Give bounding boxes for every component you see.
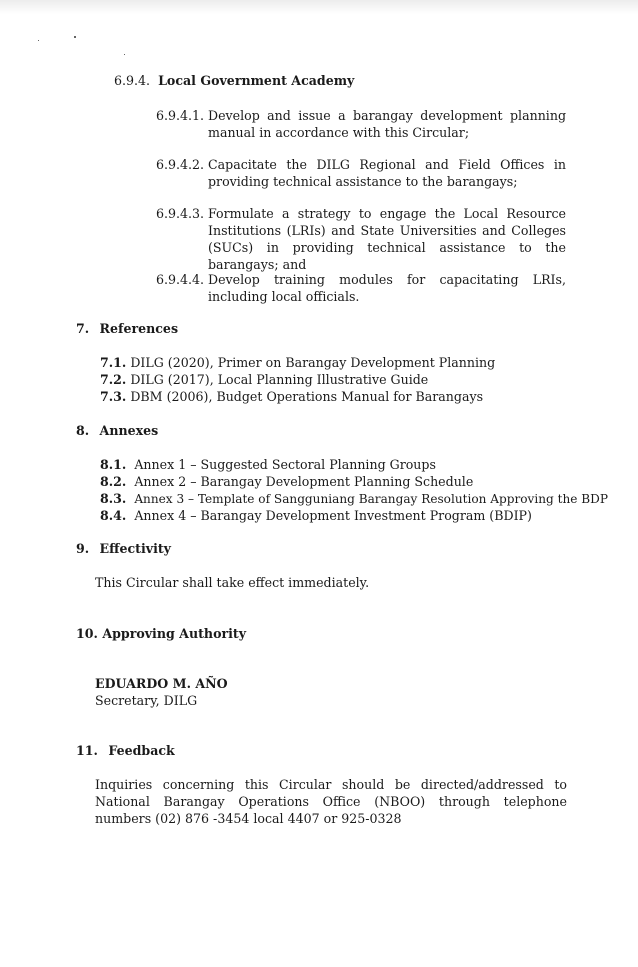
feedback-text: Inquiries concerning this Circular should be directed/addressed to National Barangay Operations Office (NBOO) through telephone numbers (02) 876 -3454 local 4407 or 925-0328 bbox=[95, 777, 567, 826]
item-number: 8.4. bbox=[100, 508, 127, 523]
item-text: DBM (2006), Budget Operations Manual for Barangays bbox=[130, 389, 484, 404]
item-number: 6.9.4.4. bbox=[156, 272, 205, 287]
item-text: Annex 4 – Barangay Development Investment Program (BDIP) bbox=[134, 508, 532, 523]
section-number: 7. bbox=[76, 321, 90, 336]
item-text: Annex 3 – Template of Sangguniang Barangay Resolution Approving the BDP bbox=[134, 492, 608, 506]
signatory-position: Secretary, DILG bbox=[95, 693, 198, 708]
section-title: Approving Authority bbox=[102, 626, 247, 641]
item-number: 6.9.4.1. bbox=[156, 108, 205, 123]
section-6-9-4-heading bbox=[114, 72, 354, 89]
signatory-name: EDUARDO M. AÑO bbox=[95, 676, 228, 691]
item-text: DILG (2017), Local Planning Illustrative Guide bbox=[130, 372, 429, 387]
section-7-heading bbox=[76, 320, 178, 337]
section-title: Feedback bbox=[108, 743, 175, 758]
annex-item bbox=[100, 456, 436, 473]
item-number: 7.1. bbox=[100, 355, 127, 370]
item-number: 8.1. bbox=[100, 457, 127, 472]
item-number: 6.9.4.2. bbox=[156, 157, 205, 172]
section-8-heading bbox=[76, 422, 158, 439]
annex-item bbox=[100, 507, 532, 524]
item-number: 7.3. bbox=[100, 389, 127, 404]
section-title: Local Government Academy bbox=[158, 73, 355, 88]
item-number: 7.2. bbox=[100, 372, 127, 387]
reference-item bbox=[100, 354, 495, 371]
section-number: 11. bbox=[76, 743, 98, 758]
scan-speck bbox=[74, 36, 76, 38]
scan-speck bbox=[124, 54, 125, 55]
item-text: Develop training modules for capacitating LRIs, including local officials. bbox=[208, 272, 566, 304]
section-title: Annexes bbox=[99, 423, 159, 438]
reference-item bbox=[100, 371, 428, 388]
section-10-heading bbox=[76, 625, 246, 642]
item-text: Develop and issue a barangay development planning manual in accordance with this Circular; bbox=[208, 108, 566, 140]
scan-shadow bbox=[0, 0, 638, 14]
item-text: DILG (2020), Primer on Barangay Development Planning bbox=[130, 355, 496, 370]
item-text: Formulate a strategy to engage the Local Resource Institutions (LRIs) and State Universities and Colleges (SUCs) in providing technical assistance to the barangays; and bbox=[208, 206, 566, 272]
effectivity-text: This Circular shall take effect immediately. bbox=[95, 575, 370, 590]
section-number: 6.9.4. bbox=[114, 73, 151, 88]
item-number: 8.3. bbox=[100, 491, 127, 506]
section-title: References bbox=[99, 321, 179, 336]
item-text: Capacitate the DILG Regional and Field Offices in providing technical assistance to the barangays; bbox=[208, 157, 566, 189]
scan-speck bbox=[38, 40, 39, 41]
item-text: Annex 2 – Barangay Development Planning Schedule bbox=[134, 474, 474, 489]
section-9-heading bbox=[76, 540, 171, 557]
annex-item bbox=[100, 490, 608, 508]
section-11-heading bbox=[76, 742, 175, 759]
reference-item bbox=[100, 388, 483, 405]
item-number: 6.9.4.3. bbox=[156, 206, 205, 221]
section-number: 10. bbox=[76, 626, 98, 641]
annex-item bbox=[100, 473, 473, 490]
item-text: Annex 1 – Suggested Sectoral Planning Groups bbox=[134, 457, 436, 472]
section-title: Effectivity bbox=[99, 541, 172, 556]
item-number: 8.2. bbox=[100, 474, 127, 489]
section-number: 8. bbox=[76, 423, 90, 438]
section-number: 9. bbox=[76, 541, 90, 556]
